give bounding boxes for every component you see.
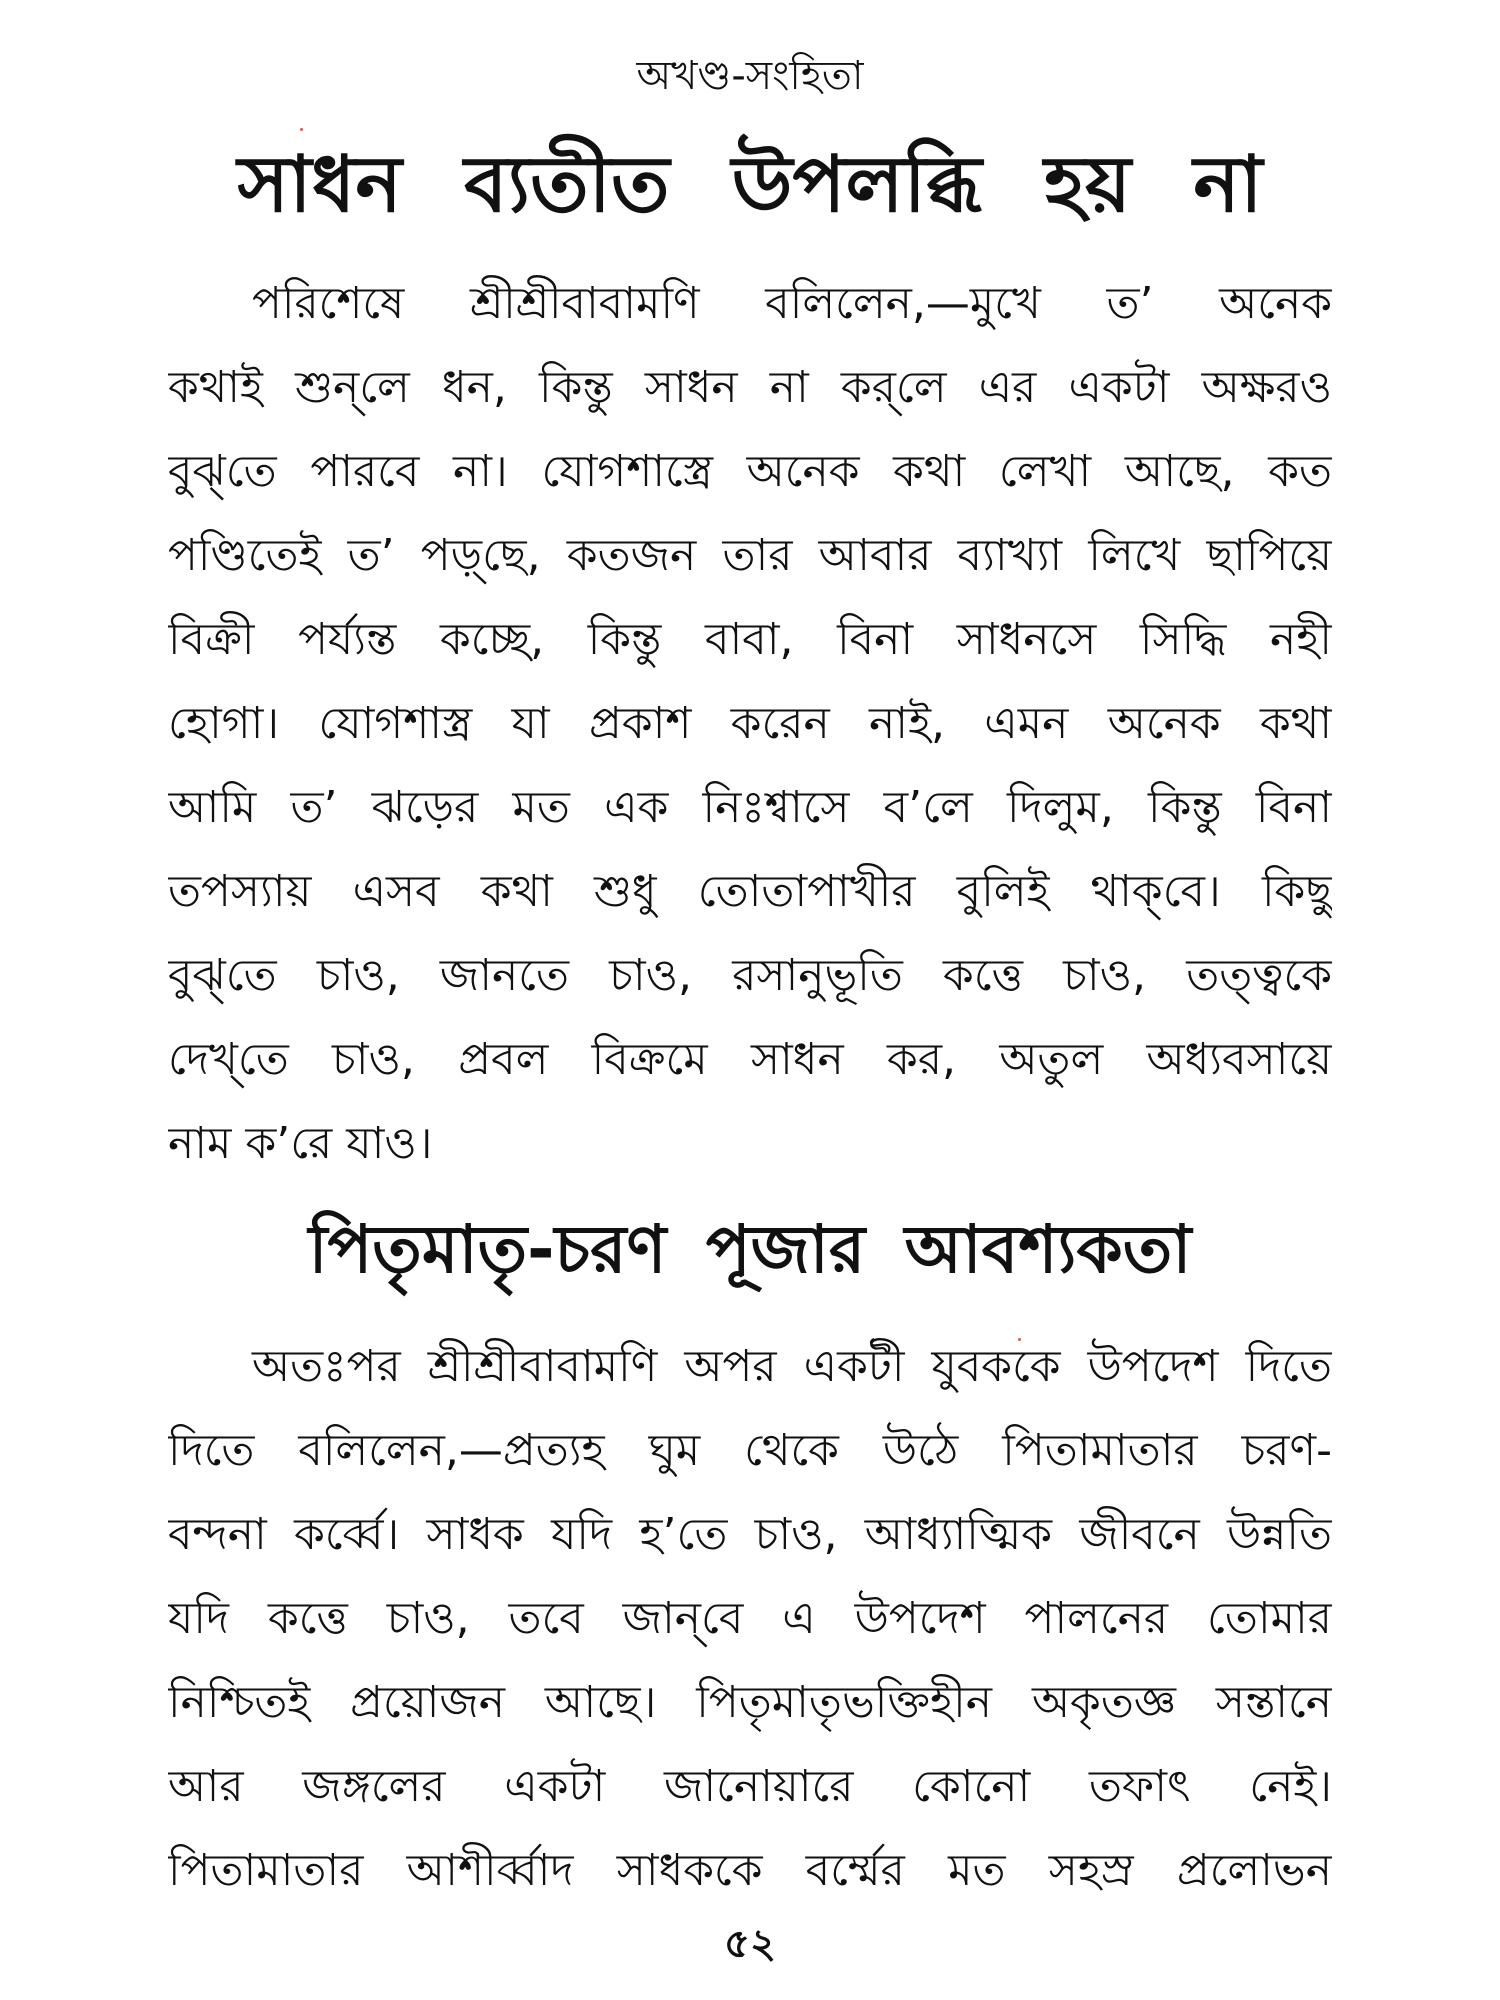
text-line: হোগা। যোগশাস্ত্র যা প্রকাশ করেন নাই, এমন অনেক কথা (168, 698, 1332, 749)
text-line: আমি ত’ ঝড়ের মত এক নিঃশ্বাসে ব’লে দিলুম, কিন্তু বিনা (168, 782, 1332, 833)
paragraph (168, 262, 1332, 1186)
text-line: বুঝ্‌তে চাও, জানতে চাও, রসানুভূতি কত্তে চাও, তত্ত্বকে (168, 950, 1332, 1001)
paragraph (168, 1325, 1332, 1913)
text-line: বিক্রী পর্য্যন্ত কচ্ছে, কিন্তু বাবা, বিনা সাধনসে সিদ্ধি নহী (168, 614, 1332, 665)
section-title: সাধন ব্যতীত উপলব্ধি হয় না (237, 140, 1263, 230)
print-speck (1018, 1338, 1021, 1341)
print-speck (300, 128, 303, 131)
text-line: দেখ্‌তে চাও, প্রবল বিক্রমে সাধন কর, অতুল অধ্যবসায়ে (168, 1034, 1332, 1085)
text-line: কথাই শুন্‌লে ধন, কিন্তু সাধন না কর্‌লে এর একটা অক্ষরও (168, 362, 1332, 413)
section-title: পিতৃমাতৃ-চরণ পূজার আবশ্যকতা (308, 1211, 1192, 1288)
text-line: অতঃপর শ্রীশ্রীবাবামণি অপর একটী যুবককে উপদেশ দিতে (252, 1341, 1332, 1392)
page-number: ৫২ (724, 1921, 776, 1967)
text-line: নাম ক’রে যাও। (168, 1118, 433, 1169)
text-line: তপস্যায় এসব কথা শুধু তোতাপাখীর বুলিই থাক্‌বে। কিছু (168, 866, 1332, 917)
text-line: দিতে বলিলেন,—প্রত্যহ ঘুম থেকে উঠে পিতামাতার চরণ- (168, 1425, 1332, 1476)
text-line: বন্দনা কর্ব্বে। সাধক যদি হ’তে চাও, আধ্যাত্মিক জীবনে উন্নতি (168, 1509, 1332, 1560)
text-line: বুঝ্‌তে পারবে না। যোগশাস্ত্রে অনেক কথা লেখা আছে, কত (168, 446, 1332, 497)
text-line: পণ্ডিতেই ত’ পড়্‌ছে, কতজন তার আবার ব্যাখ্যা লিখে ছাপিয়ে (168, 530, 1332, 581)
text-line: পরিশেষে শ্রীশ্রীবাবামণি বলিলেন,—মুখে ত’ অনেক (252, 278, 1332, 329)
running-header: অখণ্ড-সংহিতা (636, 53, 864, 99)
text-line: নিশ্চিতই প্রয়োজন আছে। পিতৃমাতৃভক্তিহীন অকৃতজ্ঞ সন্তানে (168, 1677, 1332, 1728)
text-line: পিতামাতার আশীর্ব্বাদ সাধককে বর্ম্মের মত সহস্র প্রলোভন (168, 1845, 1332, 1896)
text-line: আর জঙ্গলের একটা জানোয়ারে কোনো তফাৎ নেই। (168, 1761, 1332, 1812)
text-line: যদি কত্তে চাও, তবে জান্‌বে এ উপদেশ পালনের তোমার (168, 1593, 1332, 1644)
